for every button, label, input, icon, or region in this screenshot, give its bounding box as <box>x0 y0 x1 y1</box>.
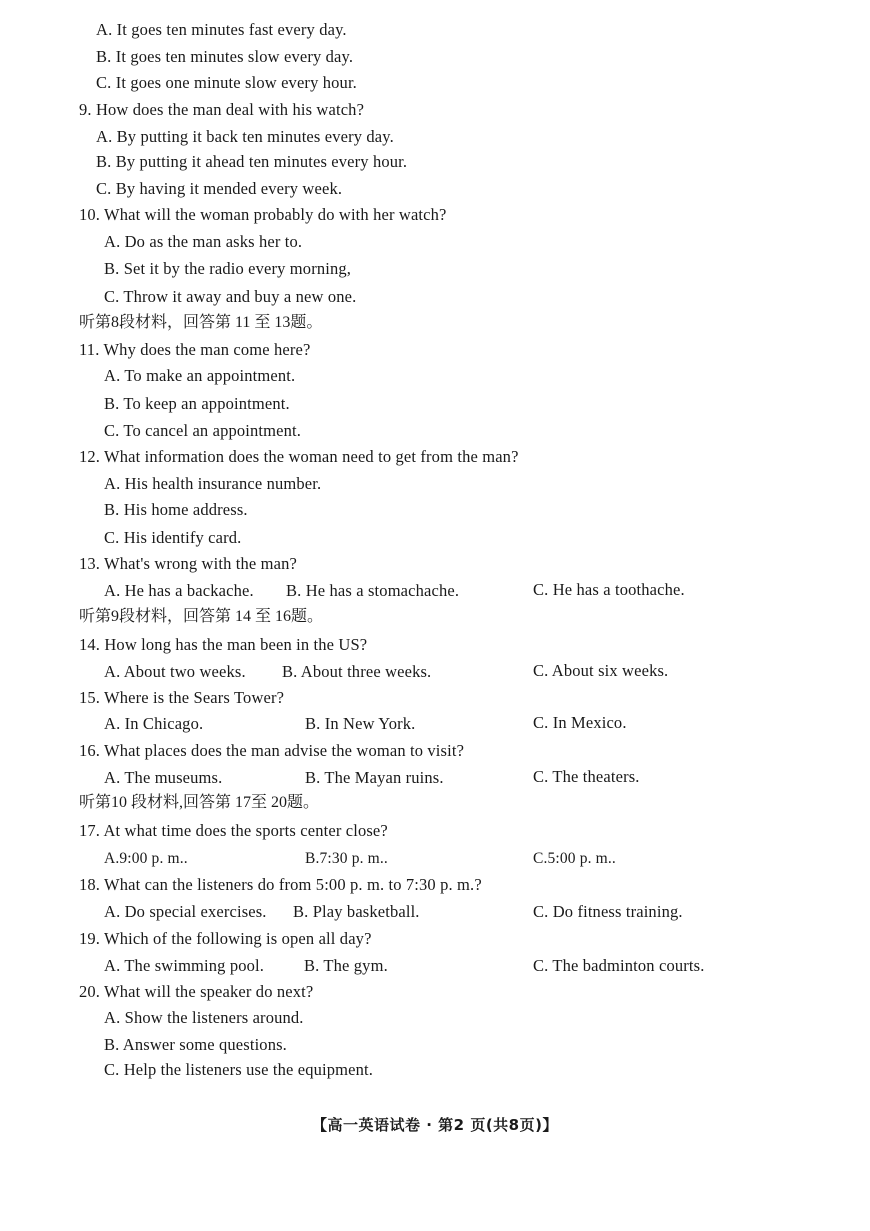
q16-option-c: C. The theaters. <box>533 767 640 786</box>
q16-option-a: A. The museums. <box>104 768 223 787</box>
q15-option-a: A. In Chicago. <box>104 714 204 733</box>
q20-option-c: C. Help the listeners use the equipment. <box>104 1060 374 1079</box>
q12-option-b: B. His home address. <box>104 500 248 519</box>
q8-option-b: B. It goes ten minutes slow every day. <box>96 47 354 66</box>
q19-option-a: A. The swimming pool. <box>104 956 265 975</box>
section-9-heading: 听第9段材料，回答第 14 至 16题。 <box>79 608 324 625</box>
q20-option-a: A. Show the listeners around. <box>104 1008 304 1027</box>
q14-question: 14. How long has the man been in the US? <box>79 635 368 654</box>
q19-option-b: B. The gym. <box>304 956 388 975</box>
section-8-heading: 听第8段材料，回答第 11 至 13题。 <box>79 314 323 331</box>
q17-question: 17. At what time does the sports center close? <box>79 821 388 840</box>
q19-option-c: C. The badminton courts. <box>533 956 705 975</box>
q11-option-c: C. To cancel an appointment. <box>104 421 302 440</box>
q11-question: 11. Why does the man come here? <box>79 340 311 359</box>
q12-question: 12. What information does the woman need to get from the man? <box>79 447 519 466</box>
q15-option-c: C. In Mexico. <box>533 713 627 732</box>
q18-question: 18. What can the listeners do from 5:00 p. m. to 7:30 p. m.? <box>79 875 482 894</box>
q10-option-a: A. Do as the man asks her to. <box>104 232 303 251</box>
q18-option-a: A. Do special exercises. <box>104 902 267 921</box>
q16-question: 16. What places does the man advise the woman to visit? <box>79 741 465 760</box>
q14-option-c: C. About six weeks. <box>533 661 669 680</box>
q9-option-c: C. By having it mended every week. <box>96 179 343 198</box>
q13-option-b: B. He has a stomachache. <box>286 581 460 600</box>
q13-option-a: A. He has a backache. <box>104 581 254 600</box>
q18-option-c: C. Do fitness training. <box>533 902 683 921</box>
q19-question: 19. Which of the following is open all day? <box>79 929 372 948</box>
q14-option-a: A. About two weeks. <box>104 662 246 681</box>
q16-option-b: B. The Mayan ruins. <box>305 768 444 787</box>
q13-question: 13. What's wrong with the man? <box>79 554 297 573</box>
q10-option-c: C. Throw it away and buy a new one. <box>104 287 357 306</box>
q20-question: 20. What will the speaker do next? <box>79 982 314 1001</box>
q20-option-b: B. Answer some questions. <box>104 1035 287 1054</box>
q14-option-b: B. About three weeks. <box>282 662 432 681</box>
q15-question: 15. Where is the Sears Tower? <box>79 688 285 707</box>
page-footer: 【高一英语试卷 · 第2 页(共8页)】 <box>312 1116 558 1134</box>
q10-option-b: B. Set it by the radio every morning, <box>104 259 352 278</box>
q11-option-a: A. To make an appointment. <box>104 366 296 385</box>
q10-question: 10. What will the woman probably do with her watch? <box>79 205 447 224</box>
q13-option-c: C. He has a toothache. <box>533 580 685 599</box>
q17-option-c: C.5:00 p. m.. <box>533 850 616 867</box>
q9-question: 9. How does the man deal with his watch? <box>79 100 365 119</box>
q12-option-c: C. His identify card. <box>104 528 242 547</box>
q11-option-b: B. To keep an appointment. <box>104 394 290 413</box>
q18-option-b: B. Play basketball. <box>293 902 420 921</box>
q17-option-b: B.7:30 p. m.. <box>305 850 388 867</box>
q8-option-c: C. It goes one minute slow every hour. <box>96 73 357 92</box>
q12-option-a: A. His health insurance number. <box>104 474 322 493</box>
q9-option-b: B. By putting it ahead ten minutes every hour. <box>96 152 408 171</box>
q8-option-a: A. It goes ten minutes fast every day. <box>96 20 347 39</box>
q15-option-b: B. In New York. <box>305 714 416 733</box>
section-10-heading: 听第10 段材料,回答第 17至 20题。 <box>79 794 320 811</box>
q9-option-a: A. By putting it back ten minutes every day. <box>96 127 394 146</box>
q17-option-a: A.9:00 p. m.. <box>104 850 188 867</box>
